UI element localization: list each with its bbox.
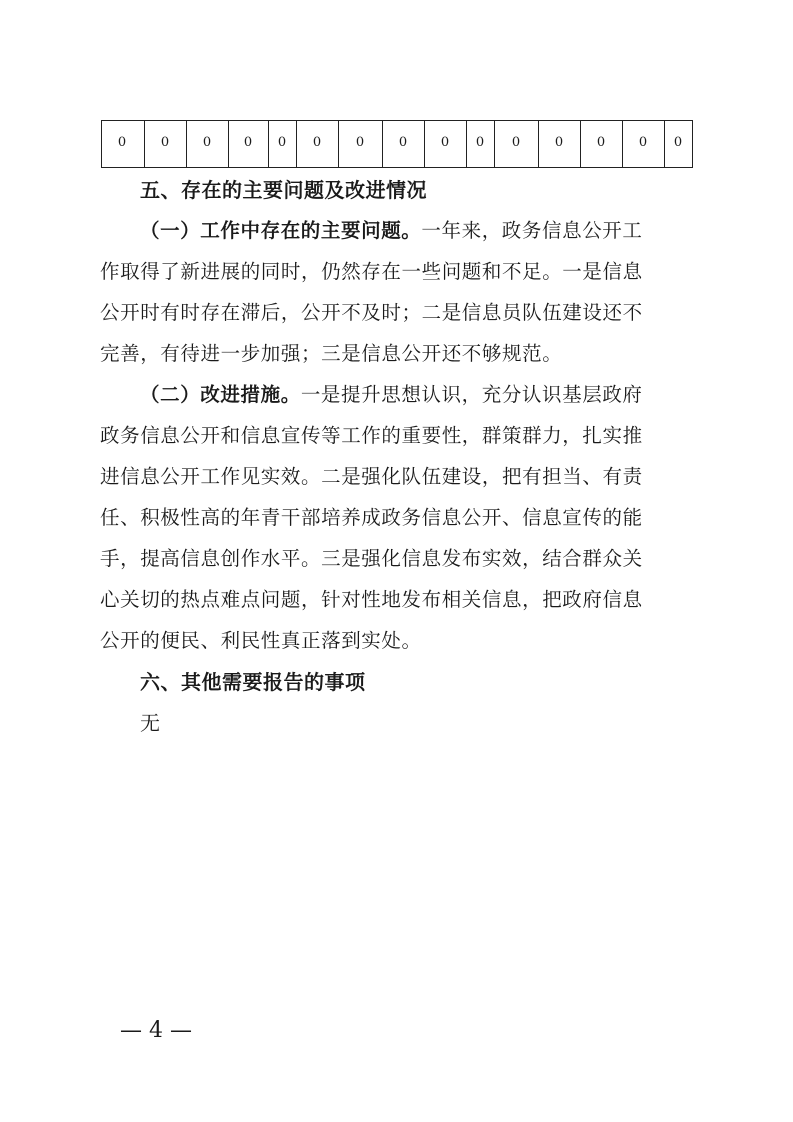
- table-divider: [622, 121, 623, 167]
- paragraph-line: 政务信息公开和信息宣传等工作的重要性，群策群力，扎实推: [100, 424, 643, 447]
- table-divider: [382, 121, 383, 167]
- paragraph-line: [100, 375, 696, 415]
- table-border-right: [692, 121, 693, 167]
- paragraph-line: 进信息公开工作见实效。二是强化队伍建设，把有担当、有责: [100, 465, 643, 488]
- table-cell: 0: [554, 135, 564, 150]
- section-heading: 六、其他需要报告的事项: [140, 670, 366, 694]
- table-divider: [338, 121, 339, 167]
- table-divider: [228, 121, 229, 167]
- table-divider: [494, 121, 495, 167]
- paragraph-label: （二）改进措施。: [140, 383, 301, 406]
- paragraph-line: 完善，有待进一步加强；三是信息公开还不够规范。: [100, 342, 563, 365]
- section-body-text: 无: [140, 711, 160, 735]
- paragraph-line: 手，提高信息创作水平。三是强化信息发布实效，结合群众关: [100, 547, 643, 570]
- table-divider: [466, 121, 467, 167]
- table-divider: [296, 121, 297, 167]
- table-cell: 0: [440, 135, 450, 150]
- table-divider: [538, 121, 539, 167]
- paragraph-line: 作取得了新进展的同时，仍然存在一些问题和不足。一是信息: [100, 260, 643, 283]
- table-cell: 0: [673, 135, 683, 150]
- table-cell: 0: [511, 135, 521, 150]
- table-divider: [144, 121, 145, 167]
- table-divider: [580, 121, 581, 167]
- table-cell: 0: [243, 135, 253, 150]
- table-border-left: [101, 121, 102, 167]
- paragraph-label: （一）工作中存在的主要问题。: [140, 219, 422, 242]
- table-cell: 0: [638, 135, 648, 150]
- paragraph-text: 一年来，政务信息公开工: [421, 219, 643, 242]
- table-cell: 0: [117, 135, 127, 150]
- table-cell: 0: [475, 135, 485, 150]
- paragraph-line: 心关切的热点难点问题，针对性地发布相关信息，把政府信息: [100, 588, 643, 611]
- table-cell: 0: [355, 135, 365, 150]
- table-cell: 0: [398, 135, 408, 150]
- paragraph-text: 一是提升思想认识，充分认识基层政府: [300, 383, 643, 406]
- table-cell: 0: [596, 135, 606, 150]
- section-heading: 五、存在的主要问题及改进情况: [140, 178, 427, 202]
- table-cell: 0: [312, 135, 322, 150]
- table-cell: 0: [277, 135, 287, 150]
- paragraph-line: [100, 211, 696, 251]
- table-divider: [186, 121, 187, 167]
- paragraph-line: 公开的便民、利民性真正落到实处。: [100, 629, 422, 652]
- table-divider: [268, 121, 269, 167]
- table-divider: [664, 121, 665, 167]
- data-table-row: [101, 120, 693, 168]
- paragraph-line: 公开时有时存在滞后，公开不及时；二是信息员队伍建设还不: [100, 301, 643, 324]
- table-divider: [424, 121, 425, 167]
- table-cell: 0: [202, 135, 212, 150]
- table-cell: 0: [160, 135, 170, 150]
- page-number: — 4 —: [120, 1018, 192, 1043]
- paragraph-line: 任、积极性高的年青干部培养成政务信息公开、信息宣传的能: [100, 506, 643, 529]
